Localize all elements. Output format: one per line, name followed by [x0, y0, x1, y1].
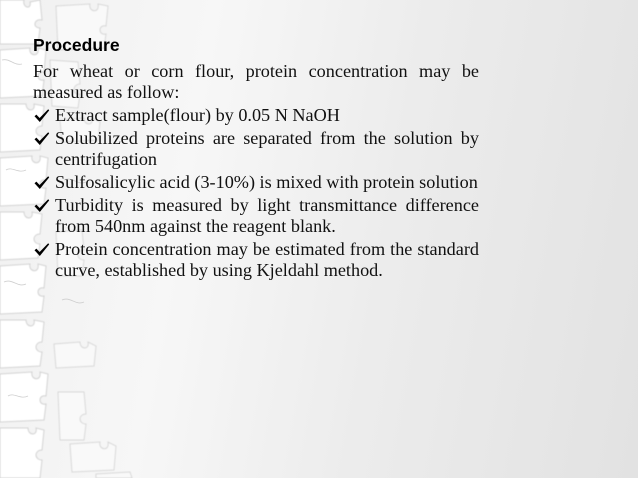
list-item-text: Extract sample(flour) by 0.05 N NaOH: [55, 105, 340, 125]
checkmark-icon: [33, 198, 50, 213]
list-item-text: Protein concentration may be estimated from the standard curve, established by using Kjeldahl method.: [55, 239, 479, 280]
list-item-text: Turbidity is measured by light transmittance difference from 540nm against the reagent blank.: [55, 195, 479, 236]
procedure-steps-list: [33, 105, 479, 281]
intro-paragraph: For wheat or corn flour, protein concentration may be measured as follow:: [33, 61, 479, 102]
list-item-text: Solubilized proteins are separated from the solution by centrifugation: [55, 128, 479, 169]
checkmark-icon: [33, 108, 50, 123]
list-item: [33, 128, 479, 170]
list-item: [33, 105, 479, 126]
checkmark-icon: [33, 175, 50, 190]
list-item: [33, 195, 479, 237]
list-item: [33, 172, 479, 193]
slide-content: [33, 35, 479, 283]
list-item: [33, 239, 479, 281]
checkmark-icon: [33, 131, 50, 146]
list-item-text: Sulfosalicylic acid (3-10%) is mixed with protein solution: [55, 172, 478, 192]
slide-title: Procedure: [33, 35, 120, 55]
checkmark-icon: [33, 242, 50, 257]
